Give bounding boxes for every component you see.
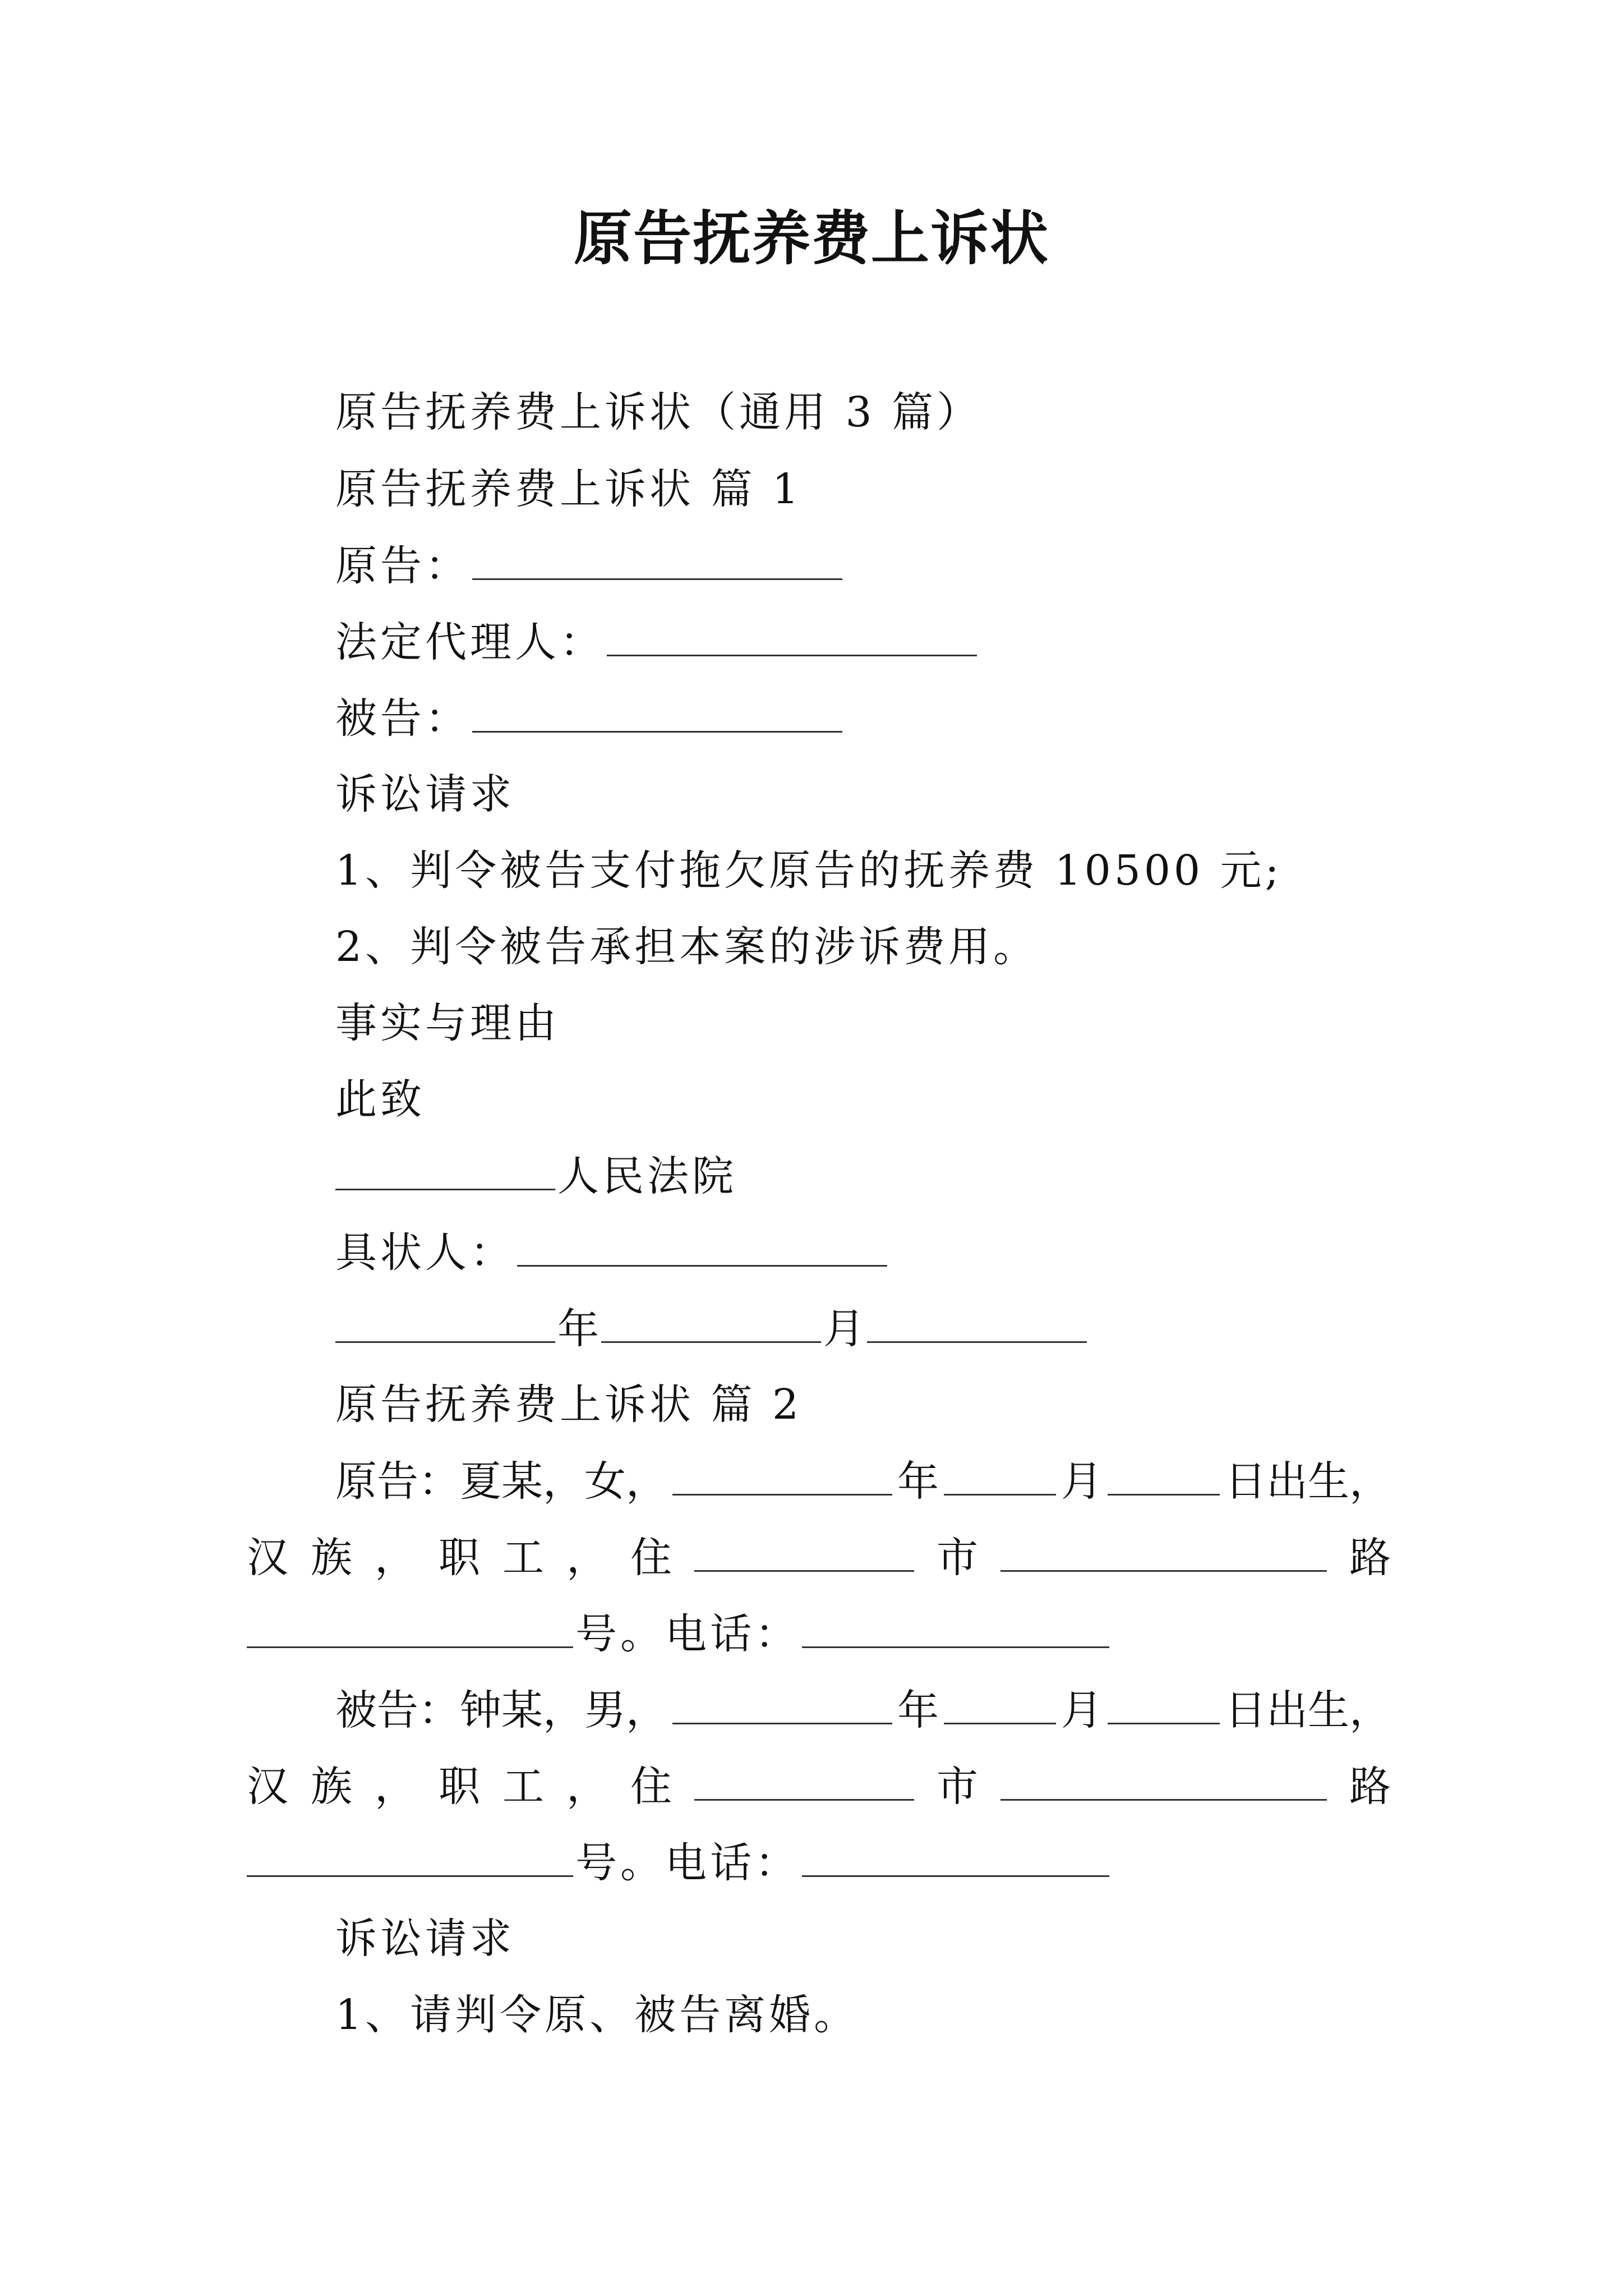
part2-claim-1: 1、请判令原、被告离婚。 <box>335 1991 859 2039</box>
p2-defendant-phone-blank <box>802 1832 1109 1877</box>
p2-plaintiff-born: 日出生， <box>1225 1457 1391 1506</box>
p2-defendant-comma1: ， <box>375 1763 416 1811</box>
p2-plaintiff-year: 年 <box>897 1457 939 1506</box>
date-year-blank <box>335 1297 555 1343</box>
p2-defendant-job2: 工 <box>502 1763 544 1811</box>
p2-defendant-number: 号。电话： <box>575 1839 800 1887</box>
p2-defendant-born: 日出生， <box>1225 1686 1391 1734</box>
p2-defendant-city: 市 <box>937 1763 978 1811</box>
document-subtitle: 原告抚养费上诉状（通用 3 篇） <box>335 388 982 436</box>
p2-defendant-number-blank <box>247 1832 573 1877</box>
p2-plaintiff-intro: 原告：夏某，女， <box>335 1457 667 1506</box>
legal-rep-label: 法定代理人： <box>335 618 605 666</box>
p2-defendant-year-blank <box>672 1679 892 1724</box>
signer-blank <box>517 1221 887 1267</box>
p2-plaintiff-month-blank <box>944 1450 1056 1496</box>
part2-plaintiff-row-1 <box>335 1450 1391 1512</box>
part1-court-line <box>335 1145 737 1207</box>
p2-defendant-comma2: ， <box>566 1763 608 1811</box>
p2-defendant-road-blank <box>1000 1755 1327 1801</box>
p2-plaintiff-road: 路 <box>1349 1534 1391 1582</box>
p2-plaintiff-ethnic: 汉 <box>247 1534 288 1582</box>
signer-label: 具状人： <box>335 1228 515 1277</box>
p2-defendant-month: 月 <box>1061 1686 1103 1734</box>
part2-claims-heading: 诉讼请求 <box>335 1915 515 1963</box>
p2-plaintiff-number-blank <box>247 1603 573 1648</box>
defendant-label: 被告： <box>335 694 470 743</box>
part1-legal-rep-line <box>335 611 979 673</box>
p2-defendant-month-blank <box>944 1679 1056 1724</box>
part2-defendant-row-1 <box>335 1679 1391 1741</box>
p2-plaintiff-city: 市 <box>937 1534 978 1582</box>
part2-defendant-row-3 <box>247 1832 1112 1894</box>
part1-heading: 原告抚养费上诉状 篇 1 <box>335 465 803 513</box>
p2-plaintiff-comma2: ， <box>566 1534 608 1582</box>
date-month-label: 月 <box>823 1305 865 1353</box>
p2-plaintiff-road-blank <box>1000 1526 1327 1572</box>
part1-signer-line <box>335 1221 889 1283</box>
part1-claim-2: 2、判令被告承担本案的涉诉费用。 <box>335 923 1039 971</box>
p2-plaintiff-job1: 职 <box>439 1534 480 1582</box>
part1-plaintiff-line <box>335 535 845 597</box>
court-suffix: 人民法院 <box>557 1152 737 1200</box>
p2-defendant-intro: 被告：钟某，男， <box>335 1686 667 1734</box>
p2-defendant-ethnic: 汉 <box>247 1763 288 1811</box>
p2-defendant-ethnic2: 族 <box>311 1763 352 1811</box>
p2-plaintiff-month: 月 <box>1061 1457 1103 1506</box>
p2-defendant-job1: 职 <box>439 1763 480 1811</box>
p2-plaintiff-city-blank <box>694 1526 914 1572</box>
plaintiff-label: 原告： <box>335 542 470 590</box>
part2-plaintiff-row-3 <box>247 1603 1112 1665</box>
p2-plaintiff-comma1: ， <box>375 1534 416 1582</box>
p2-defendant-live: 住 <box>630 1763 672 1811</box>
p2-plaintiff-year-blank <box>672 1450 892 1496</box>
p2-plaintiff-live: 住 <box>630 1534 672 1582</box>
p2-defendant-road: 路 <box>1349 1763 1391 1811</box>
date-day-blank <box>867 1297 1087 1343</box>
p2-defendant-year: 年 <box>897 1686 939 1734</box>
date-month-blank <box>601 1297 821 1343</box>
defendant-blank <box>472 687 842 733</box>
p2-plaintiff-number: 号。电话： <box>575 1610 800 1658</box>
part1-date-line <box>335 1297 1089 1360</box>
p2-plaintiff-day-blank <box>1108 1450 1220 1496</box>
part1-defendant-line <box>335 687 845 749</box>
p2-defendant-city-blank <box>694 1755 914 1801</box>
p2-defendant-day-blank <box>1108 1679 1220 1724</box>
plaintiff-blank <box>472 535 842 580</box>
part1-claims-heading: 诉讼请求 <box>335 770 515 818</box>
p2-plaintiff-phone-blank <box>802 1603 1109 1648</box>
part2-plaintiff-row-2 <box>247 1526 1391 1589</box>
legal-rep-blank <box>607 611 977 656</box>
court-blank <box>335 1145 555 1190</box>
document-title: 原告抚养费上诉状 <box>573 204 1049 273</box>
part2-heading: 原告抚养费上诉状 篇 2 <box>335 1381 803 1429</box>
part1-salutation: 此致 <box>335 1075 425 1124</box>
part1-facts-heading: 事实与理由 <box>335 999 560 1047</box>
p2-plaintiff-ethnic2: 族 <box>311 1534 352 1582</box>
part1-claim-1: 1、判令被告支付拖欠原告的抚养费 10500 元; <box>335 846 1283 895</box>
date-year-label: 年 <box>557 1305 599 1353</box>
part2-defendant-row-2 <box>247 1755 1391 1818</box>
p2-plaintiff-job2: 工 <box>502 1534 544 1582</box>
